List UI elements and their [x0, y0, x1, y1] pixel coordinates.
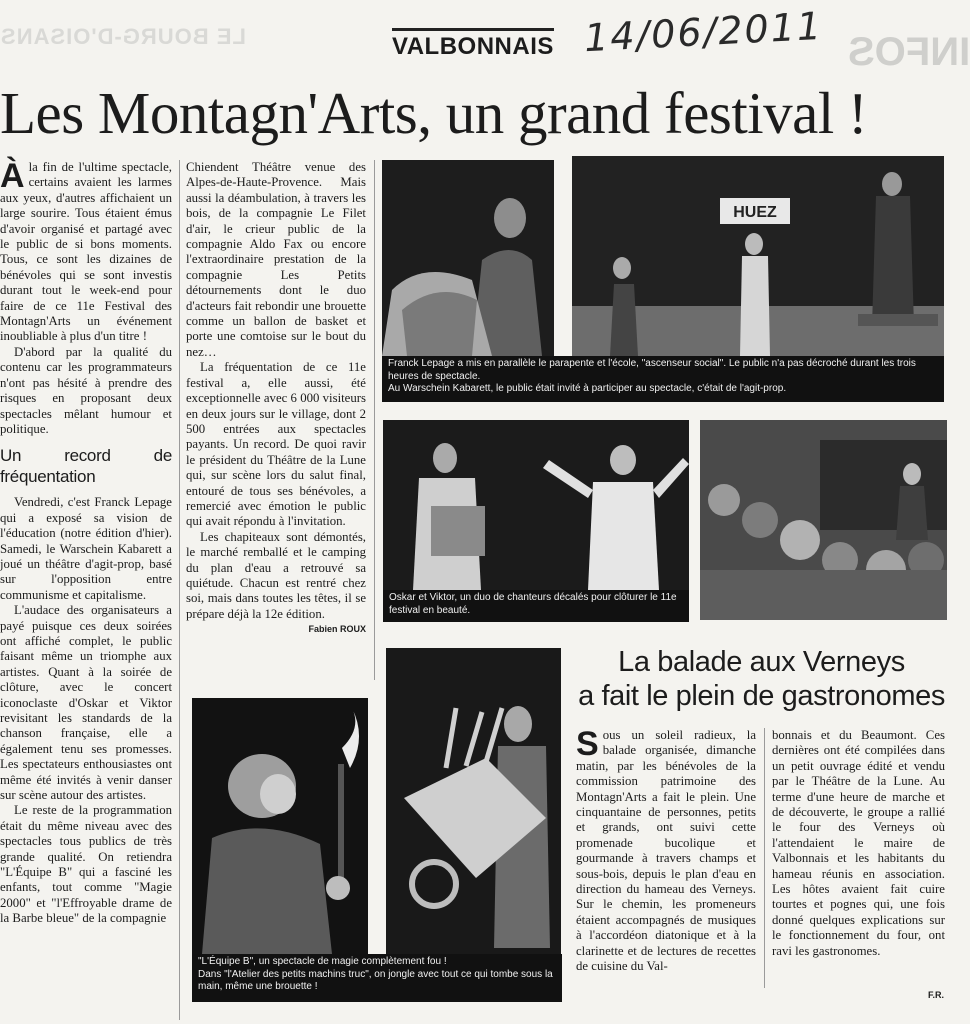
caption-line: Franck Lepage a mis en parallèle le parapente et l'école, "ascenseur social". Le public n'a pas décroché durant les trois heures de spectacle.: [388, 358, 916, 382]
caption-oskar-et-viktor: Oskar et Viktor, un duo de chanteurs décalés pour clôturer le 11e festival en beauté.: [383, 590, 689, 622]
column-rule: [179, 160, 180, 1020]
paragraph: ous un soleil radieux, la balade organisée, dimanche matin, par les bénévoles de la commission patrimoine des Montagn'Arts a fait le plein. Une cinquantaine de personnes, petits et grands, ont suivi cette promenade bucolique et gourmande à travers champs et sous-bois, depuis le plan d'eau en direction du hameau des Verneys. Sur le chemin, les promeneurs étaient accompagnés de musiques à l'accordéon diatonique et à la clarinette et de lectures de recettes de cuisine du Val-: [576, 728, 756, 974]
sidebar-headline-line: La balade aux Verneys: [618, 646, 905, 678]
photo-festival-crowd: [700, 420, 947, 620]
bleed-through-header-left: LE BOURG-D'OISANS: [0, 24, 246, 49]
caption-line: "L'Équipe B", un spectacle de magie complètement fou !: [198, 956, 447, 967]
paragraph: Les chapiteaux sont démontés, le marché remballé et le camping du plan d'eau a retrouvé sa quiétude. Chacun est rentré chez soi, mais dans toutes les têtes, il se prépare déjà la 12e édition.: [186, 529, 366, 621]
paragraph: Chiendent Théâtre venue des Alpes-de-Haute-Provence. Mais aussi la déambulation, à travers les bois, de la compagnie Le Filet d'air, le crieur public de la compagnie Aldo Fax ou encore l'extraordinaire prestation de la compagnie Les Petits détournements dont le duo d'acteurs fait rebondir une brouette comme un ballon de basket et porte une comtoise sur le bout du nez…: [186, 160, 366, 359]
sidebar-headline: [576, 645, 947, 713]
dropcap: S: [576, 725, 599, 763]
section-kicker: VALBONNAIS: [392, 28, 554, 61]
photo-atelier-petits-machins-truc: [386, 648, 561, 954]
paragraph: bonnais et du Beaumont. Ces dernières ont été compilées dans un petit ouvrage édité et vendu par le Théâtre de la Lune. Au terme d'une heure de marche et de découverte, le groupe a rallié le four des Verneys où l'attendaient le maire de Valbonnais et les habitants du hameau réunis en association. Les hôtes avaient fait cuire tourtes et pognes qui, une fois donné quelques explications sur le fonctionnement du four, ont ravi les gastronomes.: [772, 728, 945, 958]
paragraph: La fréquentation de ce 11e festival a, elle aussi, été exceptionnelle avec 6 000 visiteurs en deux jours sur le village, dont 2 500 entrées aux spectacles payants. Un record. De quoi ravir le président du Théâtre de la Lune qui, sur scène lors du salut final, entouré de tous ses bénévoles, a remercié avec émotion le public qui avait répondu à l'invitation.: [186, 360, 366, 529]
paragraph: L'audace des organisateurs a payé puisque ces deux soirées ont affiché complet, le public faisant même un triomphe aux artistes. Quant à la soirée de clôture, avec le concert iconoclaste d'Oskar et Viktor revisitant les standards de la chanson française, elle a également tenu ses promesses. Les spectateurs enthousiastes ont même été invités à venir danser sur scène autour des artistes.: [0, 603, 172, 803]
bleed-through-header-right: INFOS: [848, 30, 970, 74]
photo-franck-lepage: [382, 160, 554, 356]
paragraph: la fin de l'ultime spectacle, certains avaient les larmes aux yeux, d'autres affichaient un large sourire. Tous étaient émus d'avoir organisé et partagé avec le public de si bons moments. Tous, ce sont les dizaines de bénévoles qui se sont investis durant tout le week-end pour faire de ce 11e Festival des Montagn'Arts un événement inoubliable à plus d'un titre !: [0, 160, 172, 344]
paragraph: D'abord par la qualité du contenu car les programmateurs n'ont pas hésité à prendre des risques en proposant deux spectacles mêlant humour et politique.: [0, 344, 172, 436]
photo-equipe-b-magician: [192, 698, 368, 954]
handwritten-date: 14/06/2011: [583, 3, 825, 61]
caption-bottom-photos: [192, 954, 562, 1002]
column-rule: [764, 728, 765, 988]
dropcap: À: [0, 157, 25, 195]
article-column-2: [186, 160, 366, 680]
photo-oskar-et-viktor: [383, 420, 689, 590]
caption-top-photos: [382, 356, 944, 402]
svg-text:HUEZ: HUEZ: [733, 204, 777, 221]
caption-line: Dans "l'Atelier des petits machins truc", on jongle avec tout ce qui tombe sous la main, même une brouette !: [198, 968, 553, 992]
sidebar-column-1: [576, 725, 756, 1018]
sidebar-column-2: [772, 728, 945, 988]
article-column-1: [0, 157, 172, 1020]
byline: Fabien ROUX: [308, 624, 366, 635]
caption-line: Au Warschein Kabarett, le public était invité à participer au spectacle, c'était de l'agit-prop.: [388, 383, 787, 394]
page-headline: Les Montagn'Arts, un grand festival !: [0, 80, 868, 146]
column-rule: [374, 160, 375, 680]
subheading: Un record de fréquentation: [0, 446, 172, 487]
photo-warschein-kabarett: [572, 156, 944, 356]
paragraph: Le reste de la programmation était du même niveau avec des spectacles tous publics de très grande qualité. On retiendra "L'Équipe B" qui a fasciné les enfants, tout comme "Magie 2000" et "l'Effroyable drame de la Barbe bleue" de la compagnie: [0, 803, 172, 926]
sidebar-headline-line: a fait le plein de gastronomes: [578, 680, 945, 712]
byline: F.R.: [927, 990, 944, 1000]
paragraph: Vendredi, c'est Franck Lepage qui a exposé sa vision de l'éducation (notre édition d'hier). Samedi, le Warschein Kabarett a joué un théâtre d'agit-prop, basé sur l'opposition entre communisme et capitalisme.: [0, 495, 172, 602]
